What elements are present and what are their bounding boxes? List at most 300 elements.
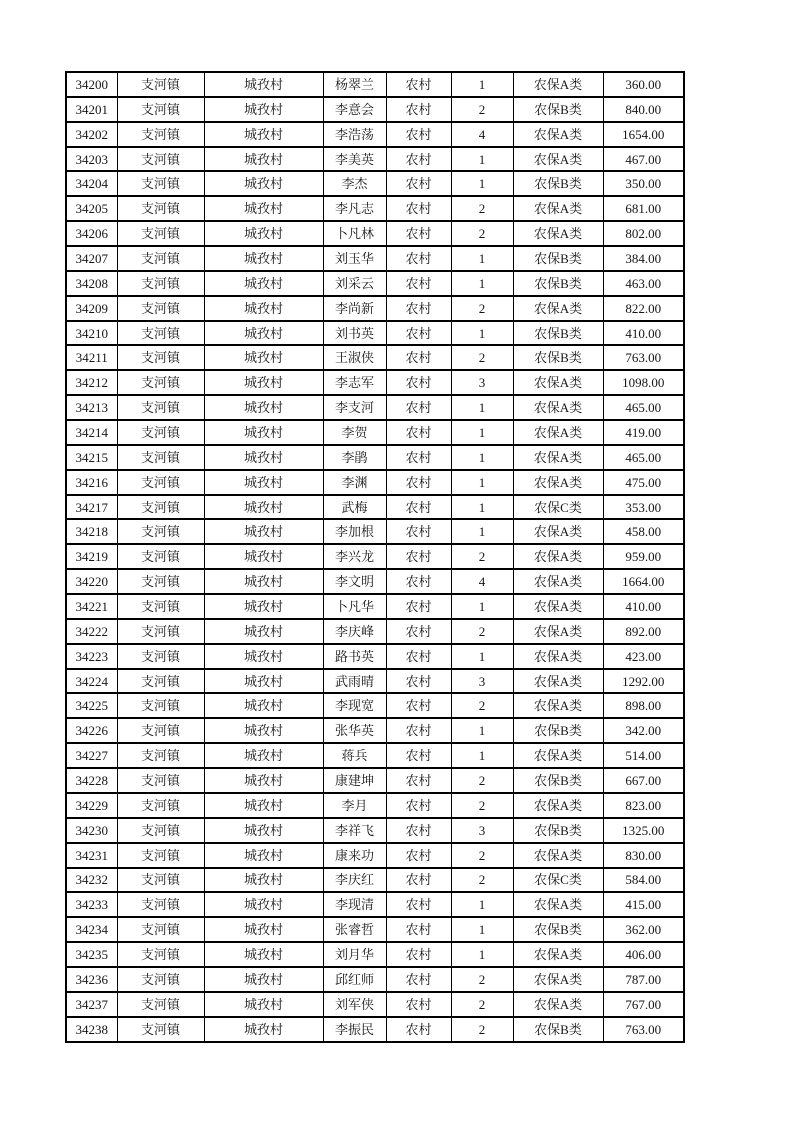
cell-village: 城孜村 <box>204 892 323 917</box>
cell-amount: 1664.00 <box>603 569 684 594</box>
cell-residence_type: 农村 <box>386 97 451 122</box>
cell-residence_type: 农村 <box>386 743 451 768</box>
cell-serial_no: 34213 <box>66 395 117 420</box>
table-row <box>66 594 684 619</box>
cell-village: 城孜村 <box>204 768 323 793</box>
cell-town: 支河镇 <box>117 619 204 644</box>
table-row <box>66 768 684 793</box>
cell-serial_no: 34216 <box>66 470 117 495</box>
cell-insurance_category: 农保B类 <box>513 246 603 271</box>
table-row <box>66 246 684 271</box>
cell-residence_type: 农村 <box>386 693 451 718</box>
cell-name: 刘书英 <box>323 321 386 346</box>
cell-person_count: 1 <box>451 147 513 172</box>
cell-person_count: 2 <box>451 693 513 718</box>
cell-town: 支河镇 <box>117 97 204 122</box>
table-row <box>66 445 684 470</box>
cell-insurance_category: 农保A类 <box>513 147 603 172</box>
table-row <box>66 743 684 768</box>
cell-name: 李杰 <box>323 171 386 196</box>
table-row <box>66 370 684 395</box>
cell-amount: 1654.00 <box>603 122 684 147</box>
table-row <box>66 868 684 893</box>
cell-person_count: 2 <box>451 793 513 818</box>
cell-residence_type: 农村 <box>386 321 451 346</box>
cell-amount: 353.00 <box>603 495 684 520</box>
cell-village: 城孜村 <box>204 594 323 619</box>
cell-village: 城孜村 <box>204 271 323 296</box>
cell-serial_no: 34219 <box>66 544 117 569</box>
cell-village: 城孜村 <box>204 296 323 321</box>
cell-insurance_category: 农保B类 <box>513 271 603 296</box>
cell-village: 城孜村 <box>204 544 323 569</box>
cell-insurance_category: 农保A类 <box>513 942 603 967</box>
cell-name: 李意会 <box>323 97 386 122</box>
cell-insurance_category: 农保A类 <box>513 420 603 445</box>
cell-amount: 362.00 <box>603 917 684 942</box>
table-row <box>66 644 684 669</box>
cell-insurance_category: 农保A类 <box>513 296 603 321</box>
cell-village: 城孜村 <box>204 793 323 818</box>
table-row <box>66 296 684 321</box>
cell-residence_type: 农村 <box>386 246 451 271</box>
cell-town: 支河镇 <box>117 171 204 196</box>
cell-person_count: 4 <box>451 569 513 594</box>
cell-residence_type: 农村 <box>386 1017 451 1042</box>
cell-amount: 406.00 <box>603 942 684 967</box>
cell-insurance_category: 农保A类 <box>513 967 603 992</box>
cell-serial_no: 34215 <box>66 445 117 470</box>
cell-person_count: 1 <box>451 718 513 743</box>
cell-residence_type: 农村 <box>386 370 451 395</box>
cell-person_count: 3 <box>451 370 513 395</box>
cell-person_count: 1 <box>451 246 513 271</box>
cell-residence_type: 农村 <box>386 122 451 147</box>
table-row <box>66 718 684 743</box>
cell-village: 城孜村 <box>204 743 323 768</box>
cell-residence_type: 农村 <box>386 718 451 743</box>
cell-residence_type: 农村 <box>386 196 451 221</box>
cell-name: 李振民 <box>323 1017 386 1042</box>
cell-amount: 584.00 <box>603 868 684 893</box>
cell-town: 支河镇 <box>117 122 204 147</box>
cell-name: 李支河 <box>323 395 386 420</box>
cell-town: 支河镇 <box>117 72 204 97</box>
cell-amount: 475.00 <box>603 470 684 495</box>
cell-person_count: 1 <box>451 445 513 470</box>
cell-amount: 767.00 <box>603 992 684 1017</box>
cell-person_count: 2 <box>451 992 513 1017</box>
cell-insurance_category: 农保A类 <box>513 644 603 669</box>
cell-town: 支河镇 <box>117 818 204 843</box>
cell-town: 支河镇 <box>117 246 204 271</box>
table-row <box>66 519 684 544</box>
cell-person_count: 1 <box>451 420 513 445</box>
table-row <box>66 669 684 694</box>
cell-village: 城孜村 <box>204 97 323 122</box>
cell-town: 支河镇 <box>117 992 204 1017</box>
cell-village: 城孜村 <box>204 569 323 594</box>
cell-residence_type: 农村 <box>386 644 451 669</box>
cell-insurance_category: 农保A类 <box>513 843 603 868</box>
cell-insurance_category: 农保A类 <box>513 221 603 246</box>
cell-name: 张睿哲 <box>323 917 386 942</box>
cell-name: 李贺 <box>323 420 386 445</box>
cell-amount: 514.00 <box>603 743 684 768</box>
cell-residence_type: 农村 <box>386 868 451 893</box>
cell-town: 支河镇 <box>117 868 204 893</box>
cell-serial_no: 34222 <box>66 619 117 644</box>
cell-name: 蒋兵 <box>323 743 386 768</box>
cell-person_count: 1 <box>451 171 513 196</box>
cell-residence_type: 农村 <box>386 594 451 619</box>
table-row <box>66 942 684 967</box>
cell-serial_no: 34238 <box>66 1017 117 1042</box>
table-row <box>66 72 684 97</box>
cell-person_count: 1 <box>451 495 513 520</box>
cell-insurance_category: 农保B类 <box>513 97 603 122</box>
cell-serial_no: 34236 <box>66 967 117 992</box>
cell-residence_type: 农村 <box>386 445 451 470</box>
cell-name: 卜凡林 <box>323 221 386 246</box>
cell-town: 支河镇 <box>117 843 204 868</box>
cell-insurance_category: 农保A类 <box>513 743 603 768</box>
cell-town: 支河镇 <box>117 569 204 594</box>
table-row <box>66 345 684 370</box>
cell-person_count: 1 <box>451 644 513 669</box>
cell-residence_type: 农村 <box>386 171 451 196</box>
cell-residence_type: 农村 <box>386 942 451 967</box>
cell-insurance_category: 农保B类 <box>513 768 603 793</box>
cell-town: 支河镇 <box>117 271 204 296</box>
cell-residence_type: 农村 <box>386 843 451 868</box>
cell-name: 李志军 <box>323 370 386 395</box>
cell-town: 支河镇 <box>117 793 204 818</box>
cell-amount: 419.00 <box>603 420 684 445</box>
cell-person_count: 2 <box>451 619 513 644</box>
cell-amount: 822.00 <box>603 296 684 321</box>
cell-town: 支河镇 <box>117 743 204 768</box>
cell-serial_no: 34200 <box>66 72 117 97</box>
cell-name: 李庆红 <box>323 868 386 893</box>
cell-serial_no: 34226 <box>66 718 117 743</box>
cell-insurance_category: 农保B类 <box>513 321 603 346</box>
cell-village: 城孜村 <box>204 395 323 420</box>
cell-insurance_category: 农保A类 <box>513 793 603 818</box>
cell-amount: 1098.00 <box>603 370 684 395</box>
cell-village: 城孜村 <box>204 221 323 246</box>
cell-insurance_category: 农保A类 <box>513 370 603 395</box>
cell-residence_type: 农村 <box>386 470 451 495</box>
cell-residence_type: 农村 <box>386 72 451 97</box>
cell-village: 城孜村 <box>204 171 323 196</box>
cell-amount: 350.00 <box>603 171 684 196</box>
cell-town: 支河镇 <box>117 296 204 321</box>
cell-name: 李兴龙 <box>323 544 386 569</box>
cell-serial_no: 34212 <box>66 370 117 395</box>
cell-town: 支河镇 <box>117 420 204 445</box>
cell-amount: 898.00 <box>603 693 684 718</box>
table-row <box>66 1017 684 1042</box>
cell-village: 城孜村 <box>204 370 323 395</box>
table-row <box>66 395 684 420</box>
cell-amount: 384.00 <box>603 246 684 271</box>
table-body <box>66 72 684 1042</box>
cell-town: 支河镇 <box>117 967 204 992</box>
cell-residence_type: 农村 <box>386 818 451 843</box>
cell-insurance_category: 农保C类 <box>513 868 603 893</box>
cell-person_count: 2 <box>451 843 513 868</box>
cell-serial_no: 34224 <box>66 669 117 694</box>
cell-amount: 360.00 <box>603 72 684 97</box>
cell-town: 支河镇 <box>117 768 204 793</box>
cell-amount: 840.00 <box>603 97 684 122</box>
cell-serial_no: 34210 <box>66 321 117 346</box>
cell-town: 支河镇 <box>117 917 204 942</box>
cell-serial_no: 34232 <box>66 868 117 893</box>
cell-village: 城孜村 <box>204 470 323 495</box>
table-row <box>66 147 684 172</box>
cell-residence_type: 农村 <box>386 519 451 544</box>
cell-serial_no: 34225 <box>66 693 117 718</box>
cell-serial_no: 34204 <box>66 171 117 196</box>
cell-village: 城孜村 <box>204 321 323 346</box>
cell-insurance_category: 农保A类 <box>513 619 603 644</box>
cell-town: 支河镇 <box>117 594 204 619</box>
table-row <box>66 495 684 520</box>
cell-village: 城孜村 <box>204 122 323 147</box>
cell-village: 城孜村 <box>204 345 323 370</box>
cell-amount: 423.00 <box>603 644 684 669</box>
cell-name: 李渊 <box>323 470 386 495</box>
table-row <box>66 196 684 221</box>
table-row <box>66 321 684 346</box>
cell-town: 支河镇 <box>117 445 204 470</box>
cell-amount: 667.00 <box>603 768 684 793</box>
cell-village: 城孜村 <box>204 1017 323 1042</box>
cell-name: 康建坤 <box>323 768 386 793</box>
cell-insurance_category: 农保B类 <box>513 345 603 370</box>
cell-village: 城孜村 <box>204 992 323 1017</box>
table-row <box>66 818 684 843</box>
cell-person_count: 3 <box>451 669 513 694</box>
cell-village: 城孜村 <box>204 196 323 221</box>
cell-village: 城孜村 <box>204 246 323 271</box>
table-row <box>66 544 684 569</box>
cell-amount: 802.00 <box>603 221 684 246</box>
cell-name: 邱红师 <box>323 967 386 992</box>
cell-amount: 458.00 <box>603 519 684 544</box>
cell-town: 支河镇 <box>117 892 204 917</box>
cell-serial_no: 34202 <box>66 122 117 147</box>
cell-name: 李文明 <box>323 569 386 594</box>
cell-residence_type: 农村 <box>386 345 451 370</box>
cell-person_count: 4 <box>451 122 513 147</box>
cell-residence_type: 农村 <box>386 619 451 644</box>
cell-residence_type: 农村 <box>386 147 451 172</box>
cell-serial_no: 34208 <box>66 271 117 296</box>
cell-person_count: 1 <box>451 72 513 97</box>
cell-serial_no: 34228 <box>66 768 117 793</box>
cell-person_count: 2 <box>451 296 513 321</box>
cell-person_count: 3 <box>451 818 513 843</box>
cell-serial_no: 34203 <box>66 147 117 172</box>
cell-insurance_category: 农保A类 <box>513 470 603 495</box>
cell-residence_type: 农村 <box>386 669 451 694</box>
cell-name: 刘月华 <box>323 942 386 967</box>
cell-village: 城孜村 <box>204 445 323 470</box>
cell-residence_type: 农村 <box>386 544 451 569</box>
cell-insurance_category: 农保A类 <box>513 445 603 470</box>
cell-village: 城孜村 <box>204 868 323 893</box>
cell-village: 城孜村 <box>204 644 323 669</box>
cell-amount: 410.00 <box>603 594 684 619</box>
cell-person_count: 2 <box>451 544 513 569</box>
cell-person_count: 2 <box>451 196 513 221</box>
cell-residence_type: 农村 <box>386 495 451 520</box>
cell-name: 李月 <box>323 793 386 818</box>
cell-person_count: 1 <box>451 743 513 768</box>
cell-town: 支河镇 <box>117 321 204 346</box>
cell-amount: 342.00 <box>603 718 684 743</box>
cell-serial_no: 34218 <box>66 519 117 544</box>
cell-name: 路书英 <box>323 644 386 669</box>
cell-village: 城孜村 <box>204 942 323 967</box>
table-row <box>66 967 684 992</box>
cell-person_count: 2 <box>451 345 513 370</box>
cell-name: 刘采云 <box>323 271 386 296</box>
cell-town: 支河镇 <box>117 718 204 743</box>
cell-amount: 763.00 <box>603 1017 684 1042</box>
cell-person_count: 2 <box>451 967 513 992</box>
cell-town: 支河镇 <box>117 693 204 718</box>
cell-amount: 465.00 <box>603 445 684 470</box>
cell-person_count: 2 <box>451 868 513 893</box>
cell-residence_type: 农村 <box>386 892 451 917</box>
cell-name: 李庆峰 <box>323 619 386 644</box>
cell-town: 支河镇 <box>117 470 204 495</box>
cell-residence_type: 农村 <box>386 271 451 296</box>
cell-serial_no: 34221 <box>66 594 117 619</box>
cell-amount: 787.00 <box>603 967 684 992</box>
table-row <box>66 171 684 196</box>
cell-name: 李加根 <box>323 519 386 544</box>
cell-serial_no: 34235 <box>66 942 117 967</box>
cell-residence_type: 农村 <box>386 917 451 942</box>
cell-town: 支河镇 <box>117 370 204 395</box>
cell-insurance_category: 农保C类 <box>513 495 603 520</box>
cell-amount: 463.00 <box>603 271 684 296</box>
table-row <box>66 122 684 147</box>
cell-insurance_category: 农保A类 <box>513 544 603 569</box>
cell-village: 城孜村 <box>204 72 323 97</box>
cell-serial_no: 34231 <box>66 843 117 868</box>
cell-person_count: 1 <box>451 917 513 942</box>
cell-amount: 1292.00 <box>603 669 684 694</box>
cell-town: 支河镇 <box>117 544 204 569</box>
cell-serial_no: 34220 <box>66 569 117 594</box>
cell-town: 支河镇 <box>117 519 204 544</box>
cell-insurance_category: 农保B类 <box>513 818 603 843</box>
cell-amount: 892.00 <box>603 619 684 644</box>
cell-residence_type: 农村 <box>386 221 451 246</box>
table-row <box>66 569 684 594</box>
cell-town: 支河镇 <box>117 942 204 967</box>
cell-name: 刘玉华 <box>323 246 386 271</box>
cell-amount: 823.00 <box>603 793 684 818</box>
cell-insurance_category: 农保A类 <box>513 594 603 619</box>
cell-amount: 763.00 <box>603 345 684 370</box>
cell-name: 李现清 <box>323 892 386 917</box>
cell-person_count: 1 <box>451 519 513 544</box>
cell-name: 刘军侠 <box>323 992 386 1017</box>
cell-village: 城孜村 <box>204 519 323 544</box>
cell-person_count: 1 <box>451 470 513 495</box>
cell-insurance_category: 农保A类 <box>513 892 603 917</box>
cell-amount: 681.00 <box>603 196 684 221</box>
cell-serial_no: 34211 <box>66 345 117 370</box>
cell-amount: 830.00 <box>603 843 684 868</box>
cell-amount: 415.00 <box>603 892 684 917</box>
table-row <box>66 619 684 644</box>
cell-residence_type: 农村 <box>386 992 451 1017</box>
cell-name: 李鹃 <box>323 445 386 470</box>
cell-serial_no: 34214 <box>66 420 117 445</box>
cell-person_count: 2 <box>451 768 513 793</box>
cell-serial_no: 34234 <box>66 917 117 942</box>
cell-name: 杨翠兰 <box>323 72 386 97</box>
cell-person_count: 2 <box>451 97 513 122</box>
cell-amount: 465.00 <box>603 395 684 420</box>
cell-insurance_category: 农保B类 <box>513 1017 603 1042</box>
cell-person_count: 1 <box>451 594 513 619</box>
cell-village: 城孜村 <box>204 917 323 942</box>
cell-amount: 467.00 <box>603 147 684 172</box>
cell-person_count: 1 <box>451 271 513 296</box>
cell-serial_no: 34205 <box>66 196 117 221</box>
cell-insurance_category: 农保A类 <box>513 669 603 694</box>
cell-town: 支河镇 <box>117 495 204 520</box>
cell-residence_type: 农村 <box>386 967 451 992</box>
cell-name: 李美英 <box>323 147 386 172</box>
table-row <box>66 693 684 718</box>
cell-village: 城孜村 <box>204 843 323 868</box>
insurance-payment-table <box>65 71 685 1043</box>
cell-serial_no: 34237 <box>66 992 117 1017</box>
cell-name: 武梅 <box>323 495 386 520</box>
cell-village: 城孜村 <box>204 147 323 172</box>
cell-village: 城孜村 <box>204 818 323 843</box>
cell-insurance_category: 农保B类 <box>513 917 603 942</box>
cell-serial_no: 34227 <box>66 743 117 768</box>
cell-name: 李现宽 <box>323 693 386 718</box>
cell-name: 李尚新 <box>323 296 386 321</box>
cell-insurance_category: 农保A类 <box>513 122 603 147</box>
cell-person_count: 2 <box>451 1017 513 1042</box>
cell-person_count: 1 <box>451 942 513 967</box>
table-row <box>66 917 684 942</box>
cell-serial_no: 34209 <box>66 296 117 321</box>
cell-village: 城孜村 <box>204 967 323 992</box>
cell-amount: 959.00 <box>603 544 684 569</box>
cell-name: 卜凡华 <box>323 594 386 619</box>
table-row <box>66 992 684 1017</box>
table-row <box>66 843 684 868</box>
cell-residence_type: 农村 <box>386 569 451 594</box>
table-row <box>66 793 684 818</box>
cell-town: 支河镇 <box>117 147 204 172</box>
cell-name: 王淑侠 <box>323 345 386 370</box>
